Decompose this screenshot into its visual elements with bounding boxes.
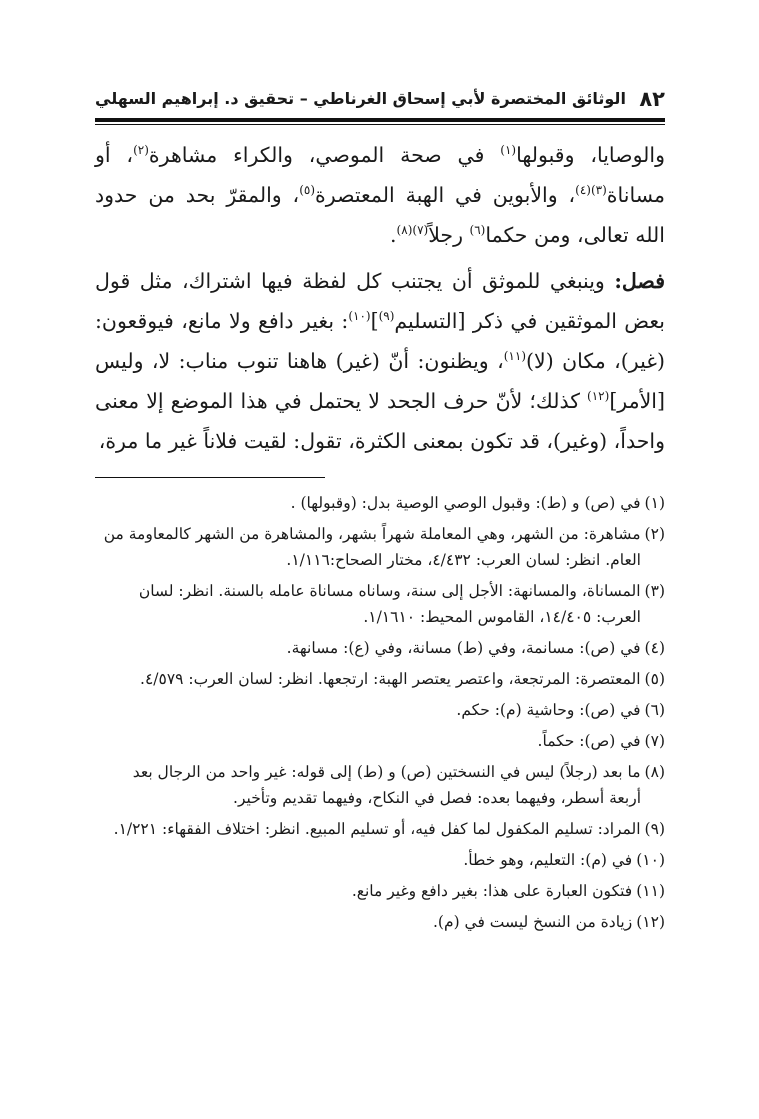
footnote-text: في (ص) و (ط): وقبول الوصي الوصية بدل: (وقبولها) . (290, 494, 641, 512)
footnote-1 (95, 490, 665, 516)
footnote-text: زيادة من النسخ ليست في (م). (433, 913, 633, 931)
footnote-ref: (١٠) (348, 309, 371, 324)
footnote-4 (95, 635, 665, 661)
text-run: ، ويظنون: أنّ (غير) هاهنا تنوب مناب: لا، وليس [الأمر] (95, 349, 665, 413)
footnote-separator (95, 477, 325, 478)
footnote-8 (95, 759, 665, 811)
text-run: : بغير دافع ولا مانع، فيوقعون: (غير)، مكان (لا) (95, 309, 665, 373)
paragraph-1 (95, 135, 665, 255)
footnote-text: المعتصرة: المرتجعة، واعتصر يعتصر الهبة: ارتجعها. انظر: لسان العرب: ٤/٥٧٩. (140, 670, 641, 688)
footnote-ref: (٧)(٨) (396, 223, 429, 238)
footnote-number: (٩) (644, 820, 665, 838)
text-run: ، والمقرّ بحد من حدود الله تعالى، ومن حكما (95, 183, 665, 247)
footnote-text: مشاهرة: من الشهر، وهي المعاملة شهراً بشهر، والمشاهرة من الشهر كالمعاومة من (103, 525, 641, 543)
footnote-number: (٨) (644, 763, 665, 781)
footnote-2 (95, 521, 665, 573)
text-run: في صحة الموصي، والكراء مشاهرة (148, 143, 501, 167)
text-run: وينبغي للموثق أن يجتنب كل لفظة فيها اشتراك، مثل قول بعض الموثقين في ذكر [التسليم (95, 269, 666, 333)
footnote-5 (95, 666, 665, 692)
footnote-ref: (٥) (299, 183, 316, 198)
footnote-text: ما بعد (رجلاً) ليس في النسختين (ص) و (ط) إلى قوله: غير واحد من الرجال بعد (132, 763, 641, 781)
header-rule-thick (95, 118, 665, 122)
footnote-number: (١) (644, 494, 665, 512)
page-number: ٨٢ (639, 87, 665, 111)
book-page (95, 84, 665, 940)
footnote-ref: (٩) (378, 309, 395, 324)
text-run: . (390, 223, 397, 247)
footnote-3 (95, 578, 665, 630)
footnote-number: (١١) (636, 882, 665, 900)
footnote-11 (95, 878, 665, 904)
text-run: رجلاً (428, 223, 470, 247)
footnote-6 (95, 697, 665, 723)
main-text (95, 135, 665, 461)
footnote-text: المساناة، والمسانهة: الأجل إلى سنة، وساناه مساناة عامله بالسنة. انظر: لسان (138, 582, 641, 600)
header-rule-thin (95, 124, 665, 125)
footnote-number: (١٢) (636, 913, 665, 931)
footnote-number: (٦) (644, 701, 665, 719)
running-title: الوثائق المختصرة لأبي إسحاق الغرناطي – تحقيق د. إبراهيم السهلي (95, 89, 626, 108)
footnote-ref: (٢) (133, 143, 149, 158)
footnote-continuation: أربعة أسطر، وفيهما بعده: فصل في النكاح، وفيهما تقديم وتأخير. (233, 789, 641, 807)
footnote-ref: (١٢) (587, 389, 610, 404)
footnote-number: (٥) (644, 670, 665, 688)
paragraph-2 (95, 261, 665, 461)
footnote-number: (٣) (644, 582, 665, 600)
page-header (95, 84, 665, 114)
footnote-text: في (ص): حكماً. (537, 732, 641, 750)
footnote-10 (95, 847, 665, 873)
text-run: كذلك؛ لأنّ حرف الجحد لا يحتمل في هذا الموضع إلا معنى واحداً، (وغير)، قد تكون بمعنى الكثرة، تقول: لقيت فلاناً غير ما مرة، (95, 389, 665, 453)
footnote-text: فتكون العبارة على هذا: بغير دافع وغير مانع. (351, 882, 633, 900)
footnotes (95, 490, 665, 935)
footnote-ref: (٦) (469, 223, 486, 238)
footnote-number: (٧) (644, 732, 665, 750)
footnote-7 (95, 728, 665, 754)
footnote-ref: (١١) (503, 349, 526, 364)
footnote-number: (٤) (644, 639, 665, 657)
footnote-text: في (ص): مسانمة، وفي (ط) مسانة، وفي (ع): مسانهة. (286, 639, 641, 657)
footnote-ref: (٣)(٤) (575, 183, 607, 198)
footnote-9 (95, 816, 665, 842)
footnote-number: (٢) (644, 525, 665, 543)
text-run: والوصايا، وقبولها (516, 143, 665, 167)
footnote-text: المراد: تسليم المكفول لما كفل فيه، أو تسليم المبيع. انظر: اختلاف الفقهاء: ١/٢٢١. (113, 820, 641, 838)
section-lead: فصل: (614, 269, 665, 293)
footnote-text: في (ص): وحاشية (م): حكم. (456, 701, 641, 719)
text-run: ، أو مساناة (95, 143, 665, 207)
text-run: ] (370, 309, 379, 333)
footnote-12 (95, 909, 665, 935)
text-run: ، والأبوين في الهبة المعتصرة (315, 183, 576, 207)
footnote-continuation: العام. انظر: لسان العرب: ٤/٤٣٢، مختار الصحاح:١/١١٦. (286, 551, 641, 569)
footnote-number: (١٠) (636, 851, 665, 869)
footnote-continuation: العرب: ١٤/٤٠٥، القاموس المحيط: ١/١٦١٠. (363, 608, 641, 626)
footnote-ref: (١) (500, 143, 517, 158)
footnote-text: في (م): التعليم، وهو خطأ. (463, 851, 633, 869)
